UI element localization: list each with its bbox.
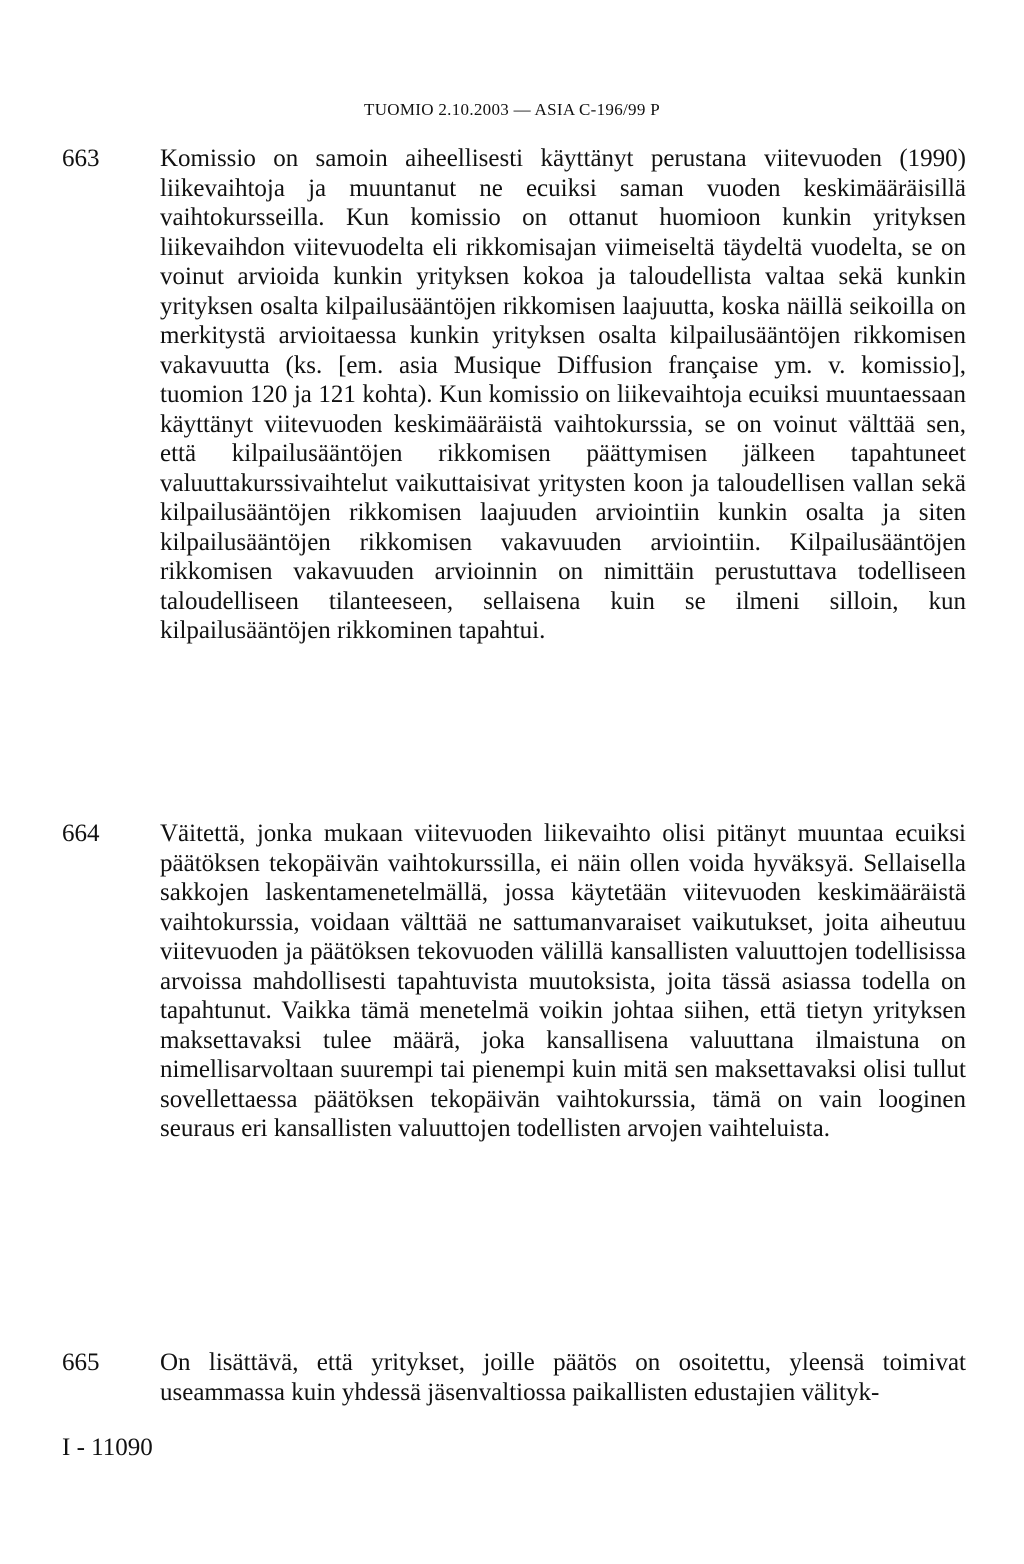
paragraph-number: 664	[62, 820, 100, 847]
paragraph-text: Komissio on samoin aiheellisesti käyttänyt perustana viitevuoden (1990) liikevaihtoja ja muuntanut ne ecuiksi saman vuoden keskimääräisillä vaihtokursseilla. Kun komissio on ottanut huomioon kunkin yrityksen liikevaihdon viitevuodelta eli rikkomisajan viimeiseltä täydeltä vuodelta, se on voinut arvioida kunkin yrityksen kokoa ja taloudellista valtaa sekä kunkin yrityksen osalta kilpailusääntöjen rikkomisen laajuutta, koska näillä seikoilla on merkitystä arvioitaessa kunkin yrityksen osalta kilpailusääntöjen rikkomisen vakavuutta (ks. [em. asia Musique Diffusion française ym. v. komissio], tuomion 120 ja 121 kohta). Kun komissio on liikevaihtoja ecuiksi muuntaessaan käyttänyt viitevuoden keskimääräistä vaihtokurssia, se on voinut välttää sen, että kilpailusääntöjen rikkomisen päättymisen jälkeen tapahtuneet valuuttakurssivaihtelut vaikuttaisivat yritysten koon ja taloudellisen vallan sekä kilpailusääntöjen rikkomisen laajuuden arviointiin kunkin osalta ja siten kilpailusääntöjen rikkomisen vakavuuden arviointiin. Kilpailusääntöjen rikkomisen vakavuuden arvioinnin on nimittäin perustuttava todelliseen taloudelliseen tilanteeseen, sellaisena kuin se ilmeni silloin, kun kilpailusääntöjen rikkominen tapahtui.	[160, 145, 966, 644]
paragraph-text: Väitettä, jonka mukaan viitevuoden liikevaihto olisi pitänyt muuntaa ecuiksi päätöksen tekopäivän vaihtokurssilla, ei näin ollen voida hyväksyä. Sellaisella sakkojen laskentamenetelmällä, jossa käytetään viitevuoden keskimääräistä vaihtokurssia, voidaan välttää ne sattumanvaraiset vaikutukset, joita aiheutuu viitevuoden ja päätöksen tekovuoden välillä kansallisten valuuttojen todellisissa arvoissa mahdollisesti tapahtuvista muutoksista, joita tässä asiassa todella on tapahtunut. Vaikka tämä menetelmä voikin johtaa siihen, että tietyn yrityksen maksettavaksi tulee määrä, joka kansallisena valuuttana ilmaistuna on nimellisarvoltaan suurempi tai pienempi kuin mitä sen maksettavaksi olisi tullut sovellettaessa päätöksen tekopäivän vaihtokurssia, tämä on vain looginen seuraus eri kansallisten valuuttojen todellisten arvojen vaihteluista.	[160, 820, 966, 1142]
paragraph-number: 665	[62, 1349, 100, 1376]
page-number: I - 11090	[62, 1434, 153, 1461]
running-head: TUOMIO 2.10.2003 — ASIA C-196/99 P	[364, 100, 660, 119]
paragraph-number: 663	[62, 145, 100, 172]
paragraph-text: On lisättävä, että yritykset, joille päätös on osoitettu, yleensä toimivat useammassa kuin yhdessä jäsenvaltiossa paikallisten edustajien välityk-	[160, 1349, 966, 1406]
